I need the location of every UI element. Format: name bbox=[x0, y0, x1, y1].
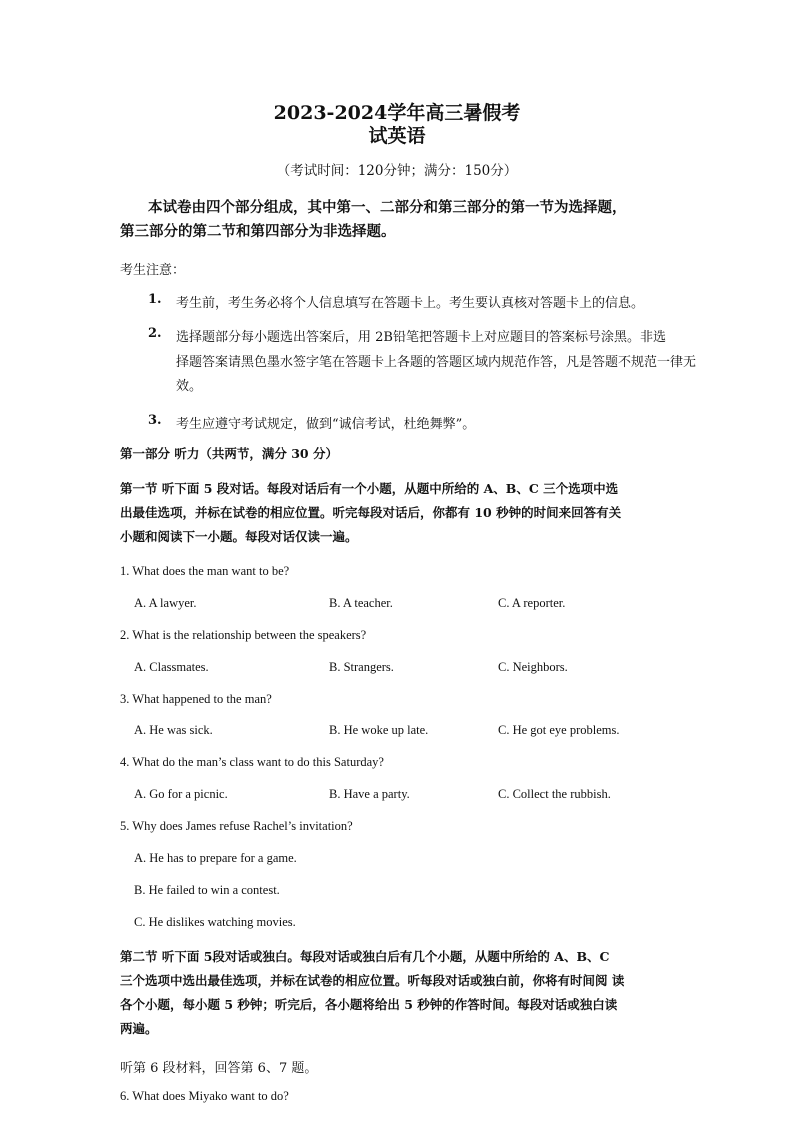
exam-title-subject: 试英语 bbox=[368, 125, 426, 147]
notice-item-3-text: 考生应遵守考试规定，做到“诚信考试，杜绝舞弊”。 bbox=[176, 417, 476, 432]
question-3-option-b: B. He woke up late. bbox=[329, 723, 429, 737]
question-4-option-b: B. Have a party. bbox=[329, 787, 410, 801]
intro-line-2: 第三部分的第二节和第四部分为非选择题。 bbox=[120, 223, 396, 240]
question-2-option-b: B. Strangers. bbox=[329, 660, 394, 674]
part1-heading: 第一部分 听力（共两节，满分 30 分） bbox=[120, 446, 338, 461]
question-2-option-a: A. Classmates. bbox=[134, 660, 209, 674]
section1-instruction-line-3: 小题和阅读下一小题。每段对话仅读一遍。 bbox=[120, 529, 358, 544]
question-3: 3. What happened to the man? bbox=[120, 692, 272, 706]
question-5-option-c: C. He dislikes watching movies. bbox=[134, 915, 296, 929]
notice-item-1-text: 考生前，考生务必将个人信息填写在答题卡上。考生要认真核对答题卡上的信息。 bbox=[176, 296, 645, 311]
question-1-option-c: C. A reporter. bbox=[498, 596, 566, 610]
question-3-option-a: A. He was sick. bbox=[134, 723, 213, 737]
section1-instruction-line-2: 出最佳选项，并标在试卷的相应位置。听完每段对话后，你都有 10 秒钟的时间来回答有关 bbox=[120, 505, 622, 520]
exam-title: 2023-2024学年高三暑假考 bbox=[273, 102, 521, 124]
material-6-instruction: 听第 6 段材料，回答第 6、7 题。 bbox=[120, 1061, 318, 1076]
section2-instruction-line-2: 三个选项中选出最佳选项，并标在试卷的相应位置。听每段对话或独白前，你将有时间阅 读 bbox=[120, 973, 625, 988]
intro-line-1: 本试卷由四个部分组成，其中第一、二部分和第三部分的第一节为选择题， bbox=[148, 199, 627, 216]
section2-instruction-line-1: 第二节 听下面 5段对话或独白。每段对话或独白后有几个小题，从题中所给的 A、B、C bbox=[120, 949, 610, 964]
section2-instruction-line-3: 各个小题，每小题 5 秒钟；听完后，各小题将给出 5 秒钟的作答时间。每段对话或独白读 bbox=[120, 997, 618, 1012]
section2-instruction-line-4: 两遍。 bbox=[120, 1021, 158, 1036]
question-1-option-b: B. A teacher. bbox=[329, 596, 393, 610]
notice-heading: 考生注意： bbox=[120, 263, 186, 278]
notice-item-2-number: 2. bbox=[148, 326, 162, 341]
notice-item-2-text-line-1: 选择题部分每小题选出答案后，用 2B铅笔把答题卡上对应题目的答案标号涂黑。非选 bbox=[176, 330, 666, 345]
question-4-option-c: C. Collect the rubbish. bbox=[498, 787, 611, 801]
notice-item-2-text-line-3: 效。 bbox=[176, 379, 203, 394]
notice-item-2-text-line-2: 择题答案请黑色墨水签字笔在答题卡上各题的答题区域内规范作答，凡是答题不规范一律无 bbox=[176, 355, 697, 370]
notice-item-3-number: 3. bbox=[148, 413, 162, 428]
question-3-option-c: C. He got eye problems. bbox=[498, 723, 620, 737]
question-5-option-b: B. He failed to win a contest. bbox=[134, 883, 280, 897]
question-2-option-c: C. Neighbors. bbox=[498, 660, 568, 674]
question-1: 1. What does the man want to be? bbox=[120, 564, 290, 578]
notice-item-1-number: 1. bbox=[148, 292, 162, 307]
exam-info: （考试时间：120分钟；满分：150分） bbox=[276, 163, 518, 179]
question-1-option-a: A. A lawyer. bbox=[134, 596, 197, 610]
question-5: 5. Why does James refuse Rachel’s invitation? bbox=[120, 819, 353, 833]
question-2: 2. What is the relationship between the speakers? bbox=[120, 628, 367, 642]
question-6: 6. What does Miyako want to do? bbox=[120, 1089, 289, 1103]
question-4: 4. What do the man’s class want to do this Saturday? bbox=[120, 755, 384, 769]
question-5-option-a: A. He has to prepare for a game. bbox=[134, 851, 297, 865]
question-4-option-a: A. Go for a picnic. bbox=[134, 787, 228, 801]
section1-instruction-line-1: 第一节 听下面 5 段对话。每段对话后有一个小题，从题中所给的 A、B、C 三个选项中选 bbox=[120, 481, 619, 496]
